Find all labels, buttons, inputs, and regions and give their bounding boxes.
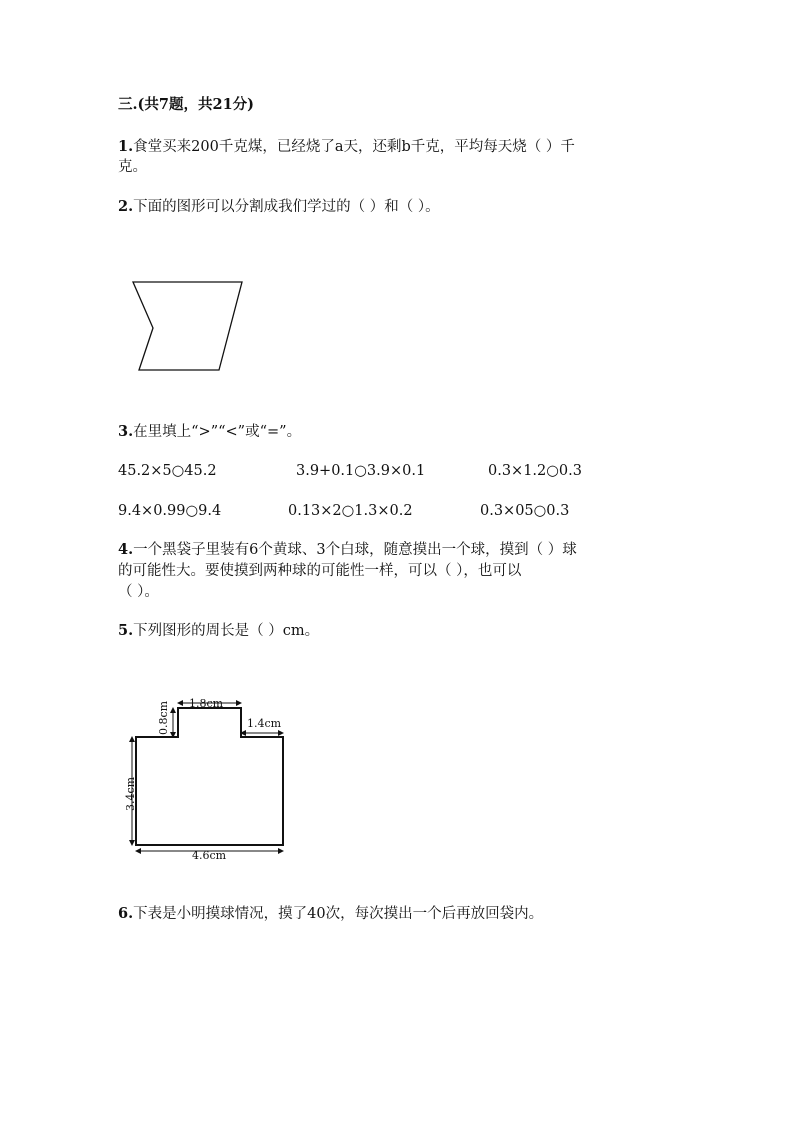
composite-shape-figure bbox=[125, 276, 250, 376]
question-text: 下列图形的周长是（ ）cm。 bbox=[133, 623, 320, 639]
question-1 bbox=[118, 137, 575, 157]
question-number: 5. bbox=[118, 622, 134, 639]
question-2 bbox=[118, 197, 440, 217]
question-5 bbox=[118, 621, 319, 641]
question-text: 下面的图形可以分割成我们学过的（ ）和（ ）。 bbox=[133, 199, 440, 215]
comparison-item: 3.9+0.1○3.9×0.1 bbox=[296, 463, 426, 479]
question-3 bbox=[118, 422, 301, 442]
question-6 bbox=[118, 904, 543, 924]
question-1-continuation: 克。 bbox=[118, 159, 147, 175]
dimension-label-bottom: 4.6cm bbox=[192, 849, 227, 862]
comparison-item: 0.3×05○0.3 bbox=[480, 503, 570, 519]
question-number: 4. bbox=[118, 541, 134, 558]
comparison-item: 0.13×2○1.3×0.2 bbox=[288, 503, 413, 519]
question-text: 在里填上“>”“<”或“=”。 bbox=[133, 424, 302, 440]
question-text: 一个黑袋子里装有6个黄球、3个白球，随意摸出一个球，摸到（ ）球 bbox=[133, 542, 577, 558]
perimeter-figure bbox=[120, 693, 295, 865]
comparison-item: 45.2×5○45.2 bbox=[118, 463, 217, 479]
dimension-label-top: 1.8cm bbox=[189, 697, 224, 710]
dimension-label-height: 3.4cm bbox=[124, 776, 137, 811]
question-number: 6. bbox=[118, 905, 134, 922]
question-number: 2. bbox=[118, 198, 134, 215]
question-4-continuation: 的可能性大。要使摸到两种球的可能性一样，可以（ ），也可以 bbox=[118, 563, 522, 579]
composite-shape-outline bbox=[133, 282, 242, 370]
comparison-item: 9.4×0.99○9.4 bbox=[118, 503, 222, 519]
dimension-label-right: 1.4cm bbox=[247, 717, 282, 730]
section-title: 三.(共7题，共21分) bbox=[118, 96, 255, 113]
question-text: 食堂买来200千克煤，已经烧了a天，还剩b千克，平均每天烧（ ）千 bbox=[133, 139, 575, 155]
question-4-continuation: （ ）。 bbox=[118, 584, 159, 600]
dimension-label-step: 0.8cm bbox=[157, 700, 170, 735]
question-number: 3. bbox=[118, 423, 134, 440]
question-number: 1. bbox=[118, 138, 134, 155]
question-4 bbox=[118, 540, 577, 560]
question-text: 下表是小明摸球情况，摸了40次，每次摸出一个后再放回袋内。 bbox=[133, 906, 544, 922]
comparison-item: 0.3×1.2○0.3 bbox=[488, 463, 582, 479]
